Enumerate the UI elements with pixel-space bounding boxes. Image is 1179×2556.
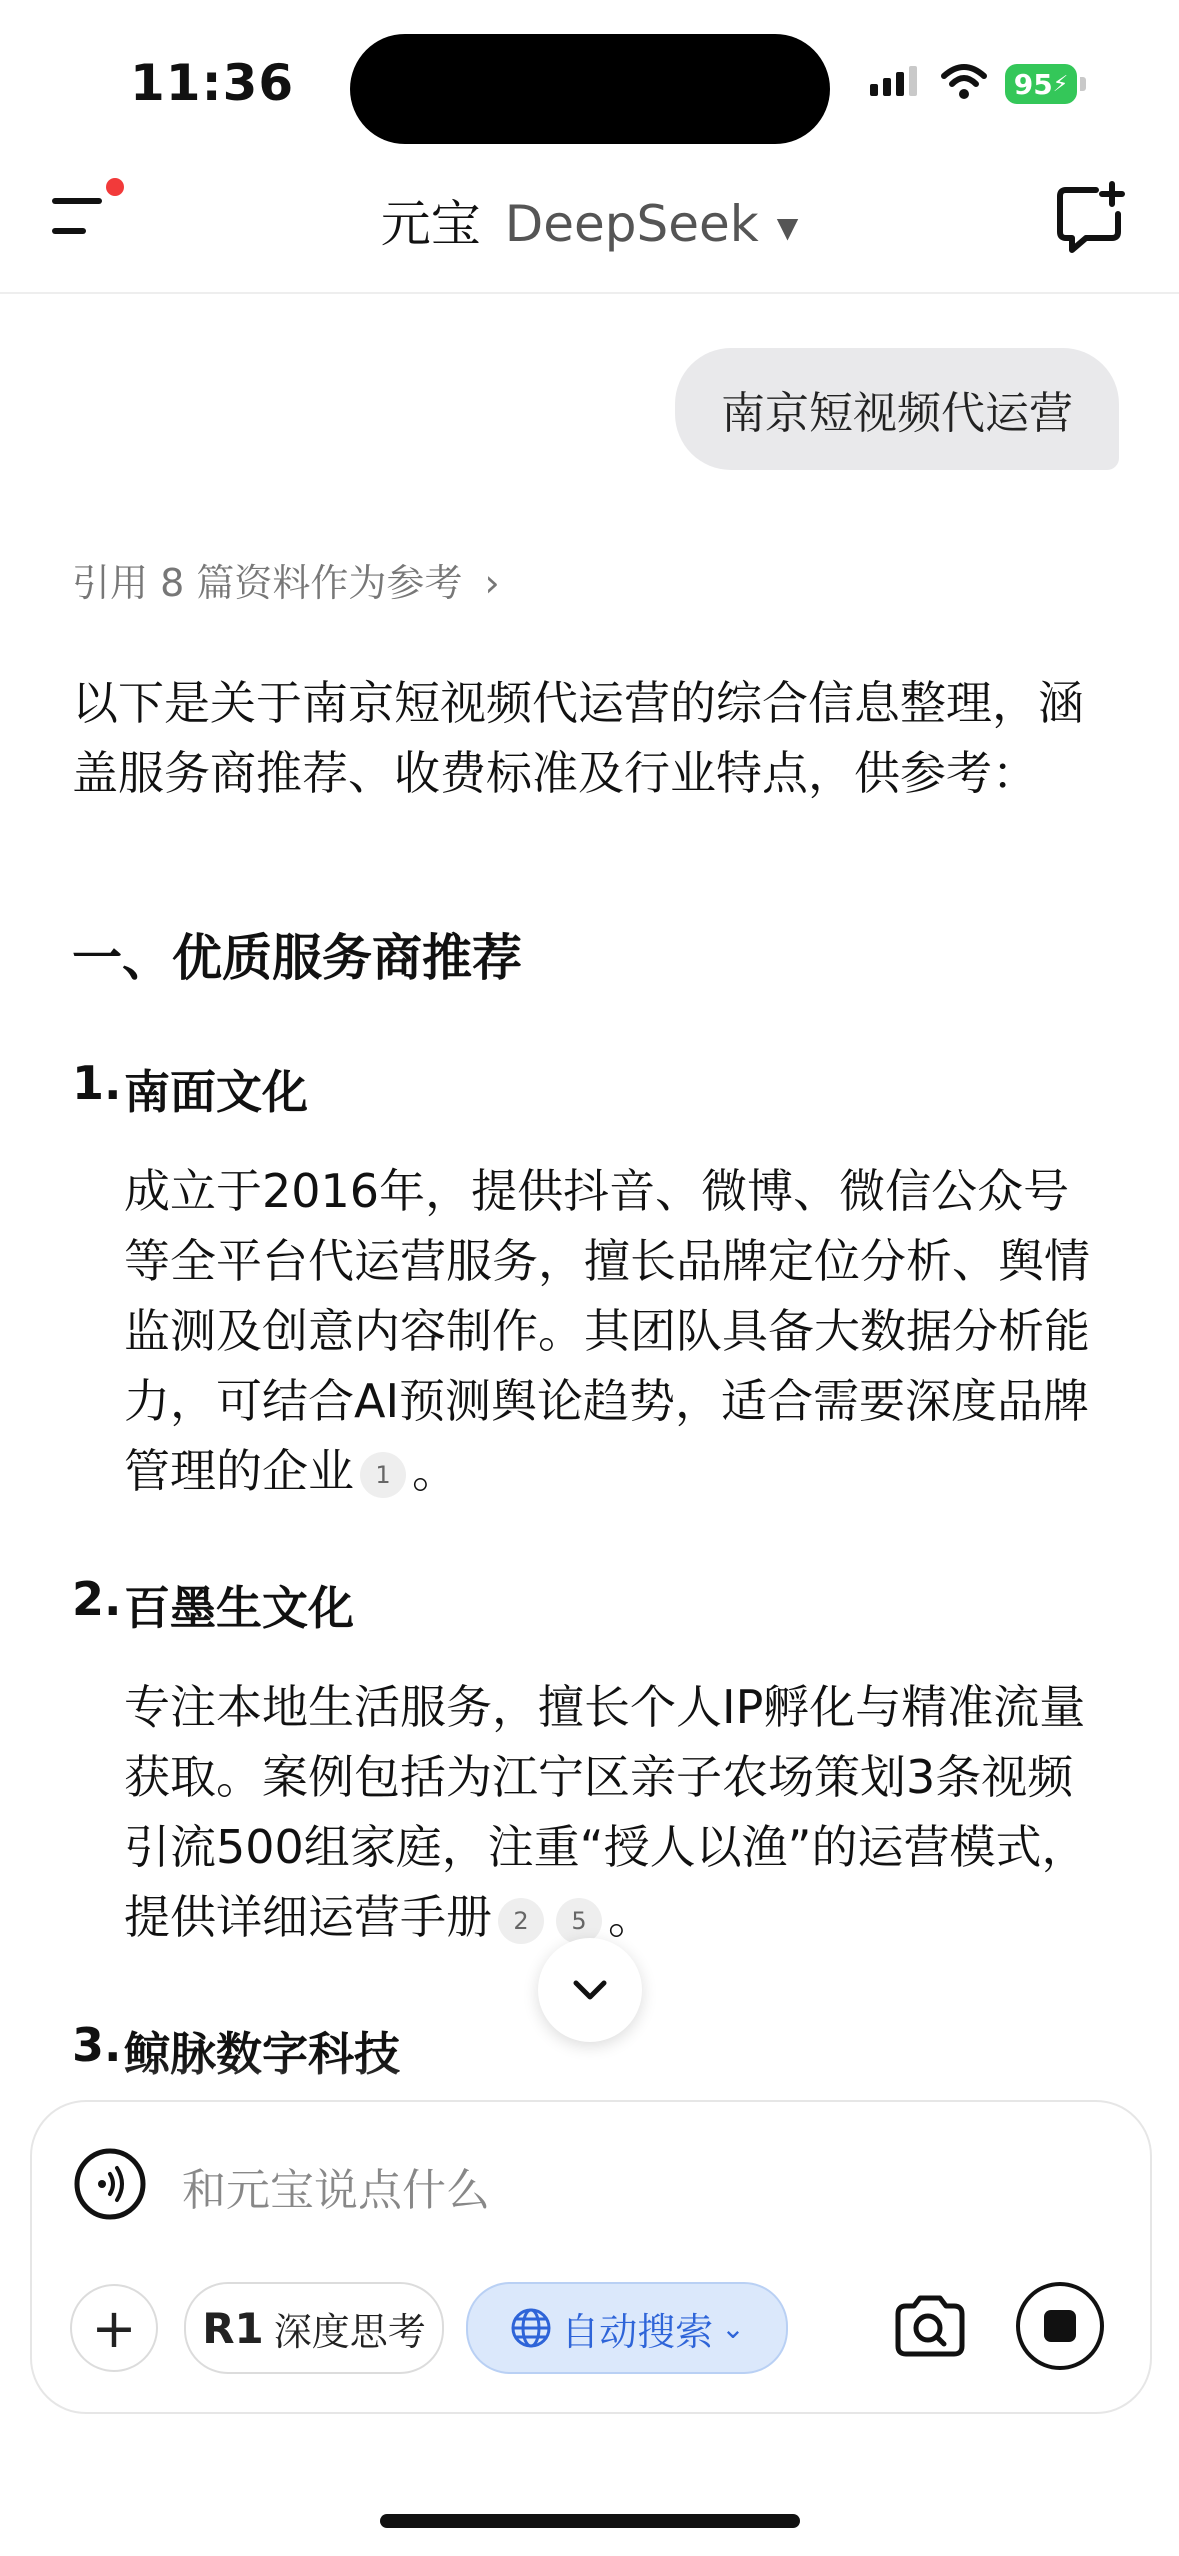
provider-number: 3. (72, 2018, 122, 2072)
deep-think-toggle[interactable] (184, 2282, 444, 2374)
status-time: 11:36 (130, 54, 295, 112)
camera-search-icon (890, 2286, 970, 2366)
caret-down-icon: ▼ (776, 211, 799, 244)
sentence-end: 。 (412, 1444, 458, 1498)
model-name: DeepSeek (504, 195, 759, 253)
chevron-down-icon (570, 1977, 610, 2003)
model-selector[interactable] (0, 184, 1179, 256)
message-input[interactable]: 和元宝说点什么 (182, 2165, 490, 2216)
section-heading: 一、优质服务商推荐 (72, 929, 522, 987)
provider-number: 1. (72, 1056, 122, 1110)
header-divider (0, 292, 1179, 294)
wifi-icon (940, 62, 988, 106)
app-name: 元宝 (380, 195, 481, 253)
auto-search-toggle[interactable] (466, 2282, 788, 2374)
citation-badge[interactable]: 5 (556, 1898, 602, 1944)
auto-search-label: 自动搜索 (561, 2309, 714, 2354)
provider-description-text: 成立于2016年，提供抖音、微博、微信公众号等全平台代运营服务，擅长品牌定位分析、舆情监测及创意内容制作。其团队具备大数据分析能力，可结合AI预测舆论趋势，适合需要深度品牌管理的企业 (124, 1164, 1090, 1498)
dynamic-island (350, 34, 830, 144)
home-indicator[interactable] (380, 2514, 800, 2528)
scroll-to-bottom-button[interactable] (538, 1938, 642, 2042)
chevron-down-icon: ⌄ (721, 2311, 745, 2345)
intro-text: 以下是关于南京短视频代运营的综合信息整理，涵盖服务商推荐、收费标准及行业特点，供参考： (72, 676, 1084, 800)
stop-generation-button[interactable] (1016, 2282, 1104, 2370)
globe-icon (509, 2306, 553, 2350)
chevron-right-icon: › (484, 561, 500, 605)
provider-heading (72, 1056, 1112, 1122)
references-link[interactable] (72, 552, 500, 607)
battery-tip (1080, 77, 1086, 91)
assistant-message (72, 668, 1112, 2084)
sentence-end: 。 (608, 1890, 654, 1944)
battery-icon: 95 ⚡ (1005, 64, 1077, 104)
r1-badge: R1 (202, 2303, 264, 2353)
voice-input-icon[interactable] (72, 2146, 148, 2222)
provider-description (124, 1672, 1112, 1952)
citation-badge[interactable]: 1 (360, 1452, 406, 1498)
camera-button[interactable] (890, 2286, 970, 2366)
provider-heading (72, 1572, 1112, 1638)
add-attachment-button[interactable] (70, 2284, 158, 2372)
cellular-signal-icon (870, 66, 917, 96)
user-message-bubble: 南京短视频代运营 (675, 348, 1119, 470)
references-label: 引用 8 篇资料作为参考 (72, 561, 463, 605)
provider-name: 鲸脉数字科技 (124, 2027, 400, 2081)
new-chat-icon (1052, 180, 1128, 256)
provider-number: 2. (72, 1572, 122, 1626)
citation-badge[interactable]: 2 (498, 1898, 544, 1944)
deep-think-label: 深度思考 (273, 2309, 426, 2354)
provider-name: 南面文化 (124, 1065, 308, 1119)
stop-icon (1044, 2310, 1076, 2342)
provider-description (124, 1156, 1112, 1506)
plus-icon: + (91, 2296, 137, 2360)
battery-level: 95 (1013, 67, 1053, 101)
provider-name: 百墨生文化 (124, 1581, 354, 1635)
provider-description-text: 专注本地生活服务，擅长个人IP孵化与精准流量获取。案例包括为江宁区亲子农场策划3条视频引流500组家庭，注重“授人以渔”的运营模式，提供详细运营手册 (124, 1680, 1088, 1944)
new-chat-button[interactable] (1052, 180, 1128, 256)
